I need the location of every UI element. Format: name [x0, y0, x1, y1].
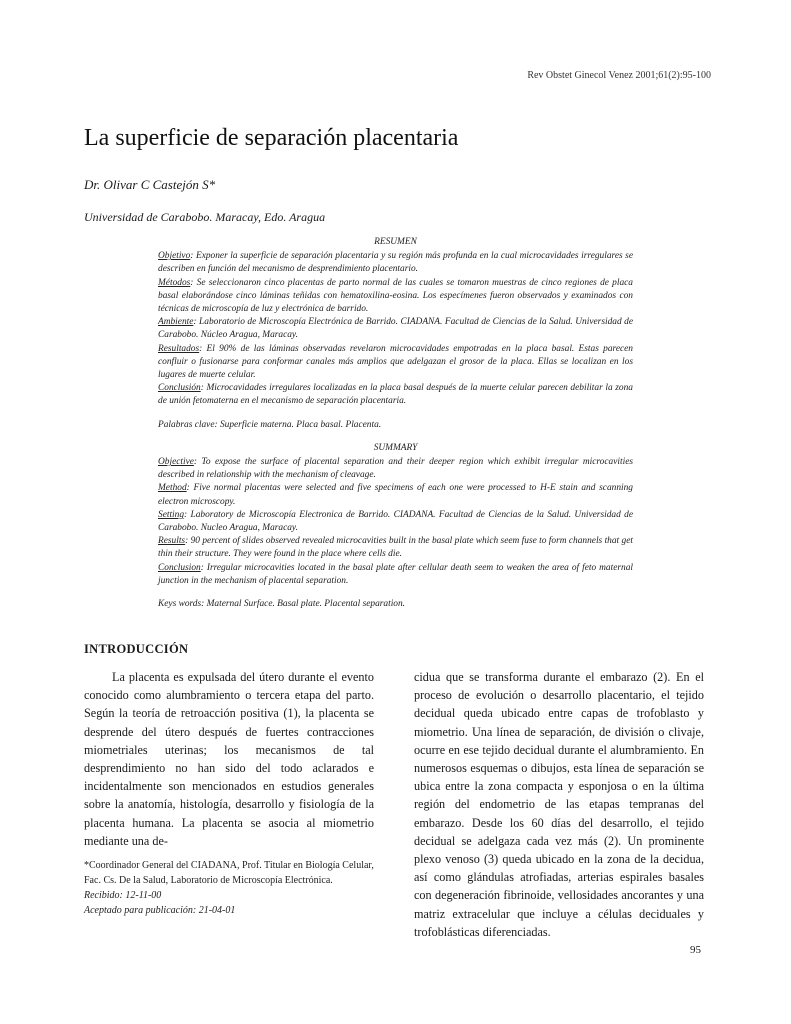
label-objetivo: Objetivo — [158, 251, 191, 262]
resumen-conclusion — [158, 382, 633, 408]
summary-conclusion — [158, 562, 633, 588]
journal-citation: Rev Obstet Ginecol Venez 2001;61(2):95-100 — [527, 70, 711, 81]
footnote-block — [84, 858, 384, 918]
author-affiliation: Universidad de Carabobo. Maracay, Edo. Aragua — [84, 210, 326, 224]
resumen-objetivo — [158, 250, 633, 276]
page-number: 95 — [690, 944, 701, 956]
text-conclusion-es: : Microcavidades irregulares localizadas en la placa basal después de la muerte celular parecen debilitar la zona de unión fetomaterna en el mecanismo de separación placentaria. — [158, 383, 633, 407]
footnote-accepted: Aceptado para publicación: 21-04-01 — [84, 905, 236, 916]
text-method: : Five normal placentas were selected and five specimens of each one were processed to H-E stain and scanning electron microscopy. — [158, 483, 633, 507]
text-objective: : To expose the surface of placental separation and their deeper region which exhibit irregular microcavities described in relationship with the mechanism of cleavage. — [158, 457, 633, 481]
label-ambiente: Ambiente — [158, 317, 194, 328]
label-setting: Setting — [158, 509, 185, 520]
text-results: : 90 percent of slides observed revealed microcavities built in the basal plate which seem fuse to form channels that get thin their structure. They were found in the place where cells die. — [158, 536, 633, 560]
summary-method — [158, 482, 633, 508]
author-name: Dr. Olivar C Castejón S* — [84, 177, 216, 192]
summary-keywords: Keys words: Maternal Surface. Basal plate. Placental separation. — [158, 599, 406, 610]
resumen-metodos — [158, 277, 633, 317]
resumen-keywords: Palabras clave: Superficie materna. Placa basal. Placenta. — [158, 419, 382, 430]
label-results: Results — [158, 536, 186, 547]
resumen-resultados — [158, 343, 633, 383]
label-metodos: Métodos — [158, 277, 191, 288]
intro-paragraph-right: cidua que se transforma durante el embarazo (2). En el proceso de evolución o desarrollo placentario, el tejido decidual queda ubicado entre capas de trofoblasto y miometrio. Una línea de separación, de división o clivaje, ocurre en ese tejido decidual durante el alumbramiento. En numerosos esquemas o dibujos, esta línea de separación se ubica entre la zona compacta y esponjosa o en la última región del endometrio de las etapas tempranas del embarazo. Desde los 60 días del desarrollo, el tejido decidual se adelgaza cada vez más (2). Un prominente plexo venoso (3) queda ubicado en la zona de la decidua, así como glándulas atrofiadas, arterias espirales basales con degeneración fibrinoide, vellosidades ancorantes y una matriz extracelular que incluye a células deciduales y trofoblásticas diferenciadas. — [414, 670, 704, 939]
text-setting: : Laboratory de Microscopía Electronica de Barrido. CIADANA. Facultad de Ciencias de la Salud. Universidad de Carabobo. Nucleo Aragua, Maracay. — [158, 509, 633, 534]
resumen-heading: RESUMEN — [374, 237, 417, 247]
summary-setting — [158, 509, 633, 535]
text-conclusion-en: : Irregular microcavities located in the basal plate after cellular death seem to weaken the area of feto maternal junction in the mechanism of placental separation. — [158, 562, 633, 586]
footnote-coordinator: *Coordinador General del CIADANA, Prof. Titular en Biología Celular, Fac. Cs. De la Salud, Laboratorio de Microscopía Electrónica. — [84, 860, 374, 886]
footnote-received: Recibido: 12-11-00 — [84, 890, 162, 901]
text-ambiente: : Laboratorio de Microscopía Electrónica de Barrido. CIADANA. Facultad de Ciencias de la Salud. Universidad de Carabobo. Núcleo Aragua, Maracay. — [158, 317, 633, 341]
intro-column-right — [414, 668, 704, 941]
summary-results — [158, 535, 633, 561]
label-method: Method — [158, 483, 187, 494]
label-conclusion-es: Conclusión — [158, 383, 201, 394]
resumen-ambiente — [158, 316, 633, 342]
intro-column-left — [84, 668, 374, 850]
label-conclusion-en: Conclusion — [158, 562, 201, 573]
text-metodos: : Se seleccionaron cinco placentas de parto normal de las cuales se tomaron muestras de cinco regiones de placa basal elaborándose cinco láminas teñidas con hematoxilina-eosina. Los especímenes fueron observados y examinados con técnicas de microscopía de luz y electrónica de barrido. — [158, 277, 633, 315]
article-title: La superficie de separación placentaria — [84, 125, 459, 151]
introduction-heading: INTRODUCCIÓN — [84, 642, 189, 656]
label-resultados: Resultados — [158, 343, 200, 354]
text-resultados: : El 90% de las láminas observadas revelaron microcavidades empotradas en la placa basal. Estas parecen confluir o fusionarse para conformar canales más amplios que adelgazan el grosor de la placa. Ellas se localizan en los lugares de muerte celular. — [158, 343, 633, 381]
summary-objective — [158, 456, 633, 482]
intro-paragraph-left: La placenta es expulsada del útero durante el evento conocido como alumbramiento o tercera etapa del parto. Según la teoría de retroacción positiva (1), la placenta se desprende del útero después de fuertes contracciones miometriales uterinas; los mecanismos de tal desprendimiento no han sido del todo aclarados e incidentalmente son mencionados en estudios generales sobre la anatomía, histología, desarrollo y fisiología de la placenta humana. La placenta se asocia al miometrio mediante una de- — [84, 670, 374, 848]
summary-heading: SUMMARY — [373, 442, 418, 453]
label-objective: Objective — [158, 457, 194, 468]
text-objetivo: : Exponer la superficie de separación placentaria y su región más profunda en la cual microcavidades irregulares se describen en función del mecanismo de desprendimiento placentario. — [158, 251, 633, 275]
abstract-block — [158, 236, 633, 611]
